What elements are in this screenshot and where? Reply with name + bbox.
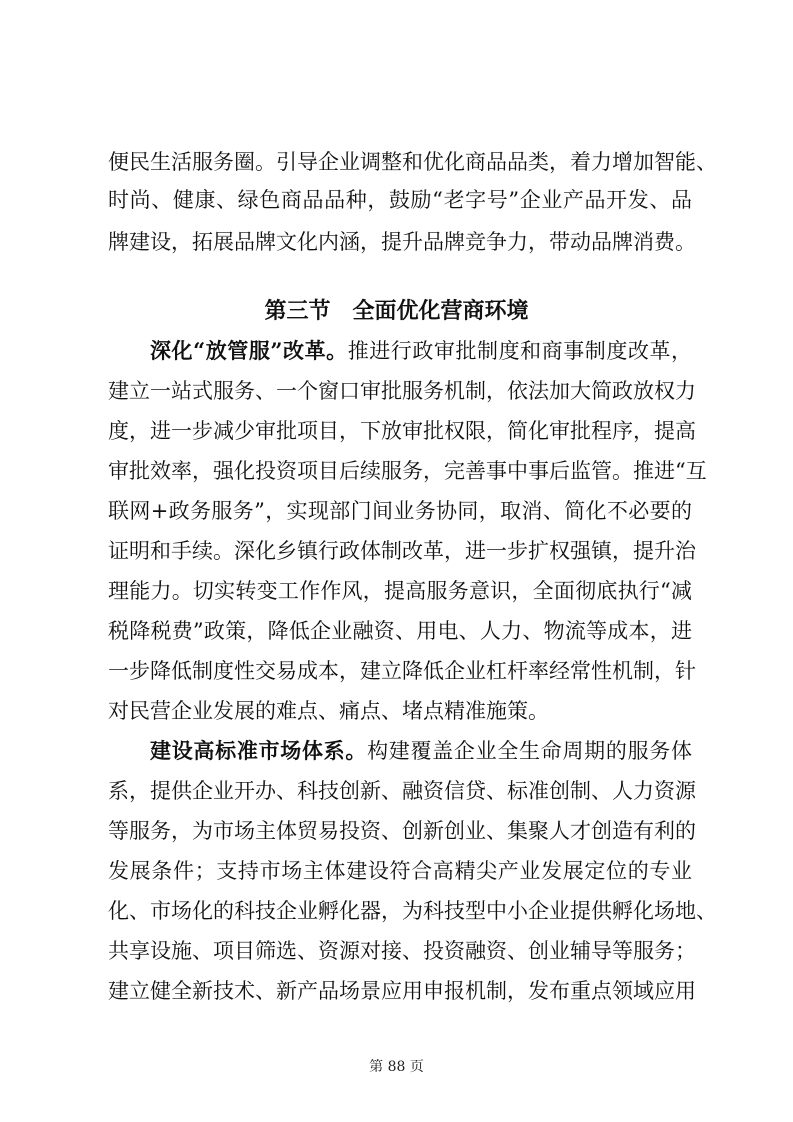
paragraph2-line: 建立健全新技术、新产品场景应用申报机制，发布重点领域应用 xyxy=(108,979,696,1003)
paragraph1-line: 证明和手续。深化乡镇行政体制改革，进一步扩权强镇，提升治 xyxy=(108,539,696,563)
paragraph2-line: 化、市场化的科技企业孵化器，为科技型中小企业提供孵化场地、 xyxy=(108,899,717,923)
paragraph2-line: 系，提供企业开办、科技创新、融资信贷、标准创制、人力资源 xyxy=(108,779,696,803)
intro-line-1: 便民生活服务圈。引导企业调整和优化商品品类，着力增加智能、 xyxy=(108,150,717,174)
paragraph2-line: 发展条件；支持市场主体建设符合高精尖产业发展定位的专业 xyxy=(108,859,692,883)
paragraph2-line: 共享设施、项目筛选、资源对接、投资融资、创业辅导等服务； xyxy=(108,939,696,963)
intro-line-3: 牌建设，拓展品牌文化内涵，提升品牌竞争力，带动品牌消费。 xyxy=(108,230,696,254)
page-number: 第 88 页 xyxy=(369,1059,424,1075)
paragraph1-line: 一步降低制度性交易成本，建立降低企业杠杆率经常性机制，针 xyxy=(108,659,696,683)
paragraph1-line: 度，进一步减少审批项目，下放审批权限，简化审批程序，提高 xyxy=(108,419,696,443)
paragraph1-first-line-rest: 推进行政审批制度和商事制度改革， xyxy=(347,339,692,363)
paragraph1-line: 审批效率，强化投资项目后续服务，完善事中事后监管。推进“互 xyxy=(108,459,707,483)
paragraph2-line: 等服务，为市场主体贸易投资、创新创业、集聚人才创造有利的 xyxy=(108,819,696,843)
paragraph1-line: 税降税费”政策，降低企业融资、用电、人力、物流等成本，进 xyxy=(108,619,692,643)
paragraph2-first-line-rest: 构建覆盖企业全生命周期的服务体 xyxy=(367,739,693,763)
paragraph1-first-line xyxy=(150,337,692,365)
intro-line-2: 时尚、健康、绿色商品品种，鼓励“老字号”企业产品开发、品 xyxy=(108,188,692,212)
paragraph2-first-line xyxy=(150,737,692,765)
paragraph1-lead: 深化“放管服”改革。 xyxy=(150,338,348,363)
paragraph1-line: 联网+政务服务”，实现部门间业务协同，取消、简化不必要的 xyxy=(108,499,692,523)
section-heading: 第三节 全面优化营商环境 xyxy=(264,298,529,324)
paragraph1-line: 对民营企业发展的难点、痛点、堵点精准施策。 xyxy=(108,699,549,723)
paragraph1-line: 建立一站式服务、一个窗口审批服务机制，依法加大简政放权力 xyxy=(108,379,696,403)
paragraph1-line: 理能力。切实转变工作作风，提高服务意识，全面彻底执行“减 xyxy=(108,579,692,603)
paragraph2-lead: 建设高标准市场体系。 xyxy=(150,738,368,763)
